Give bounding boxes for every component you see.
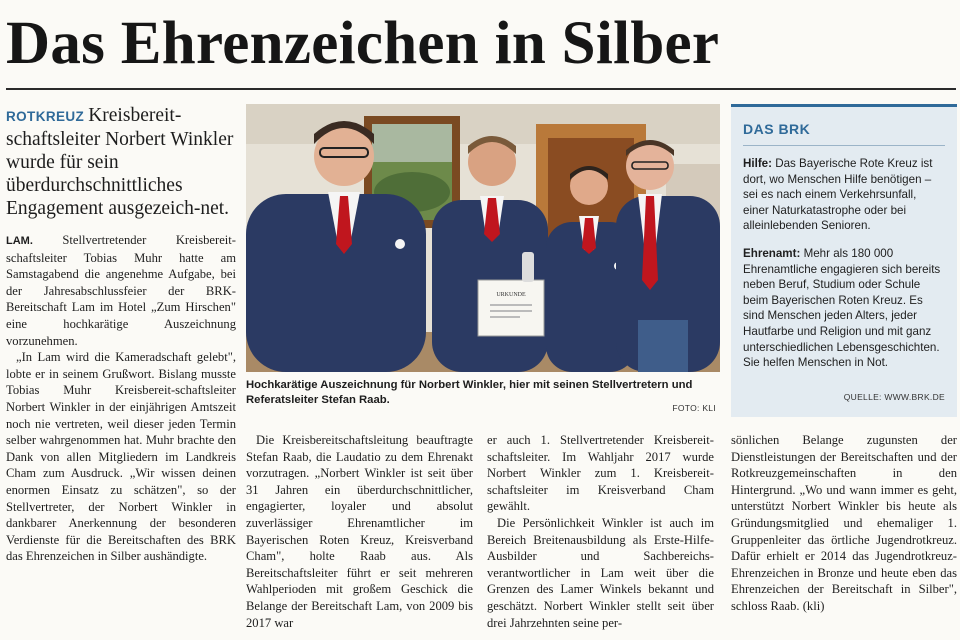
photo-caption: Hochkarätige Auszeichnung für Norbert Winkler, hier mit seinen Stellvertretern und Referatsleiter Stefan Raab. [246,379,693,406]
photo-credit: FOTO: KLI [672,403,716,413]
info-item-label: Ehrenamt: [743,246,801,260]
info-item-text: Das Bayerische Rote Kreuz ist dort, wo Menschen Hilfe benötigen – sei es nach einem Verkehrsunfall, einer Naturkatastrophe oder bei alleinlebenden Senioren. [743,157,933,233]
article-photo [246,104,720,372]
award-ceremony-photo [246,104,720,372]
certificate [478,280,544,336]
paragraph: Die Kreisbereitschaftsleitung beauftragte Stefan Raab, die Laudatio zu dem Ehrenakt vorzutragen. „Norbert Winkler ist seit über 31 Jahren ein überdurchschnittlicher, engagierter, loyaler und absolut zuverlässiger Ehrenamtlicher im Bayerischen Roten Kreuz, Kreisverband Cham", holte Raab aus. Als Bereitschaftsleiter führt er seit mehreren Wahlperioden mit großem Geschick die Belange der Bereitschaft Lam, von 2009 bis 2017 war [246,433,473,630]
paragraph: „In Lam wird die Kameradschaft gelebt", lobte er in seinem Grußwort. Bislang musste Tobias Muhr Kreisbereit-schaftsleiter Norbert Winkler in der einjährigen Amtszeit noch nie vertreten, weil dieser jeden Termin selber wahrgenommen hat. Muhr brachte den Dank von allen Mitgliedern im Landkreis Cham zum Ausdruck. „Wir wissen deinen enormen Einsatz zu schätzen", so der Stellvertreter, der Norbert Winkler in dankbarer Anerkennung der besonderen Verdienste für die Bereitschaften des BRK das Ehrenzeichen in Silber aushändigte. [6,350,236,564]
info-item-label: Hilfe: [743,157,772,170]
paragraph: er auch 1. Stellvertretender Kreisbereit-schaftsleiter. Im Wahljahr 2017 wurde Norbert Winkler zum 1. Kreisbereit-schaftsleiter im Kreisverband Cham gewählt. [487,433,714,514]
info-box-das-brk [731,104,957,417]
dateline: LAM. [6,235,33,247]
article-text-column-1 [6,232,236,565]
info-box-source: QUELLE: WWW.BRK.DE [843,392,945,402]
info-item-hilfe [743,156,945,234]
article-text-column-2 [246,432,473,636]
headline: Das Ehrenzeichen in Silber [6,10,720,77]
headline-rule [6,88,956,90]
column-1 [6,104,236,634]
info-box-divider [743,145,945,146]
info-box-title: DAS BRK [743,121,811,137]
paragraph: Die Persönlichkeit Winkler ist auch im Bereich Breitenausbildung als Erste-Hilfe-Ausbilder und Sachbereichs-verantwortlicher in Lam weit über die Grenzen des Lamer Winkels bekannt und geschätzt. Norbert Winkler stellt seit über drei Jahrzehnten seine per- [487,515,714,630]
kicker-text: Kreisbereit-schaftsleiter Norbert Winkler wurde für sein überdurchschnittliches Engagement ausgezeich-net. [6,105,234,219]
kicker-label: ROTKREUZ [6,109,85,124]
paragraph: sönlichen Belange zugunsten der Dienstleistungen der Bereitschaften und der Rotkreuzgemeinschaften in den Hintergrund. „Wo und wann immer es geht, unterstützt Norbert Winkler bis heute als Gründungsmitglied und ehemaliger 1. Gruppenleiter das örtliche Jugendrotkreuz. Dafür erhielt er 2014 das Jugendrotkreuz-Ehrenzeichen in Bronze und heute eben das Ehrenzeichen der Bereitschaft in Silber", schloss Raab. (kli) [731,433,957,613]
kicker-block [6,104,236,220]
certificate-label: URKUNDE [496,292,526,298]
info-item-ehrenamt [743,246,945,371]
article-text-column-3 [487,432,714,636]
paragraph: Stellvertretender Kreisbereit-schaftsleiter Tobias Muhr hatte am Samstagabend die angenehme Aufgabe, bei der Jahresabschlussfeier der BRK-Bereitschaft Lam im Hotel „Zum Hirschen" eine hochkarätige Auszeichnung vorzunehmen. [6,233,236,348]
article-text-column-4 [731,432,957,636]
info-item-text: Mehr als 180 000 Ehrenamtliche engagieren sich bereits neben Beruf, Studium oder Schule beim Bayerischen Roten Kreuz. Es sind Menschen jeden Alters, jeder Hautfarbe und Religion und mit ganz unterschiedlichen Lebensgeschichten. Sie helfen Menschen in Not. [743,246,941,370]
